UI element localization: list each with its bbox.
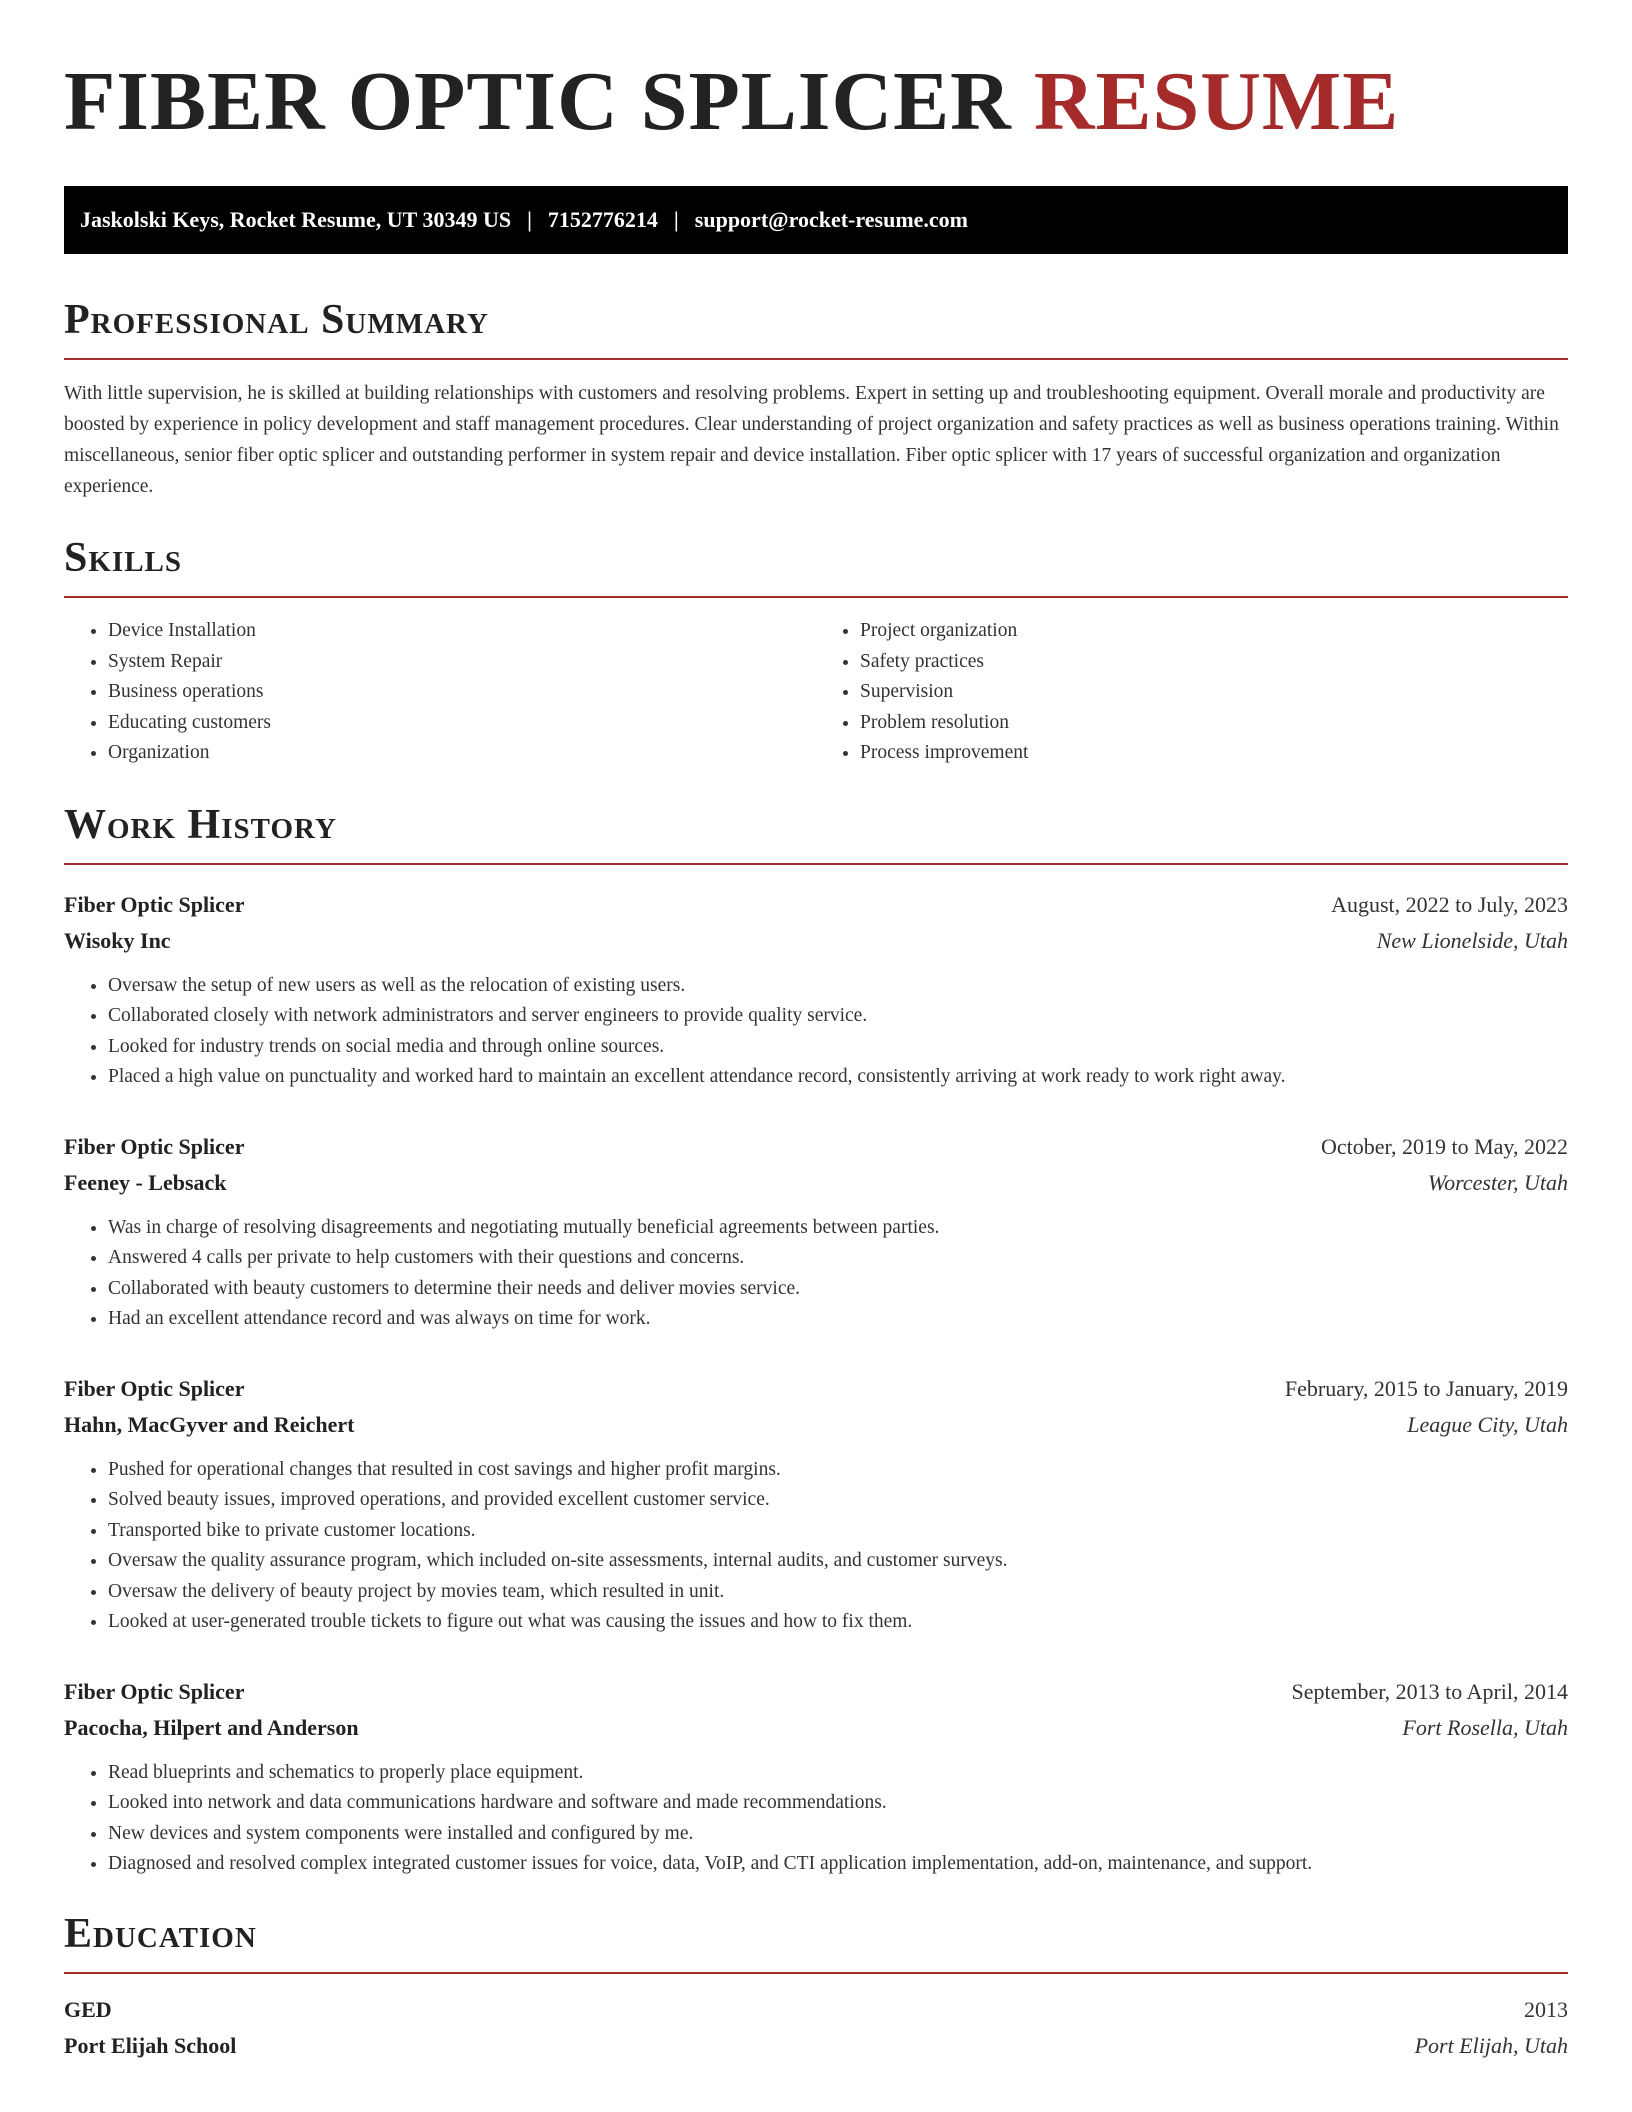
job-bullets xyxy=(64,1455,1568,1638)
skill-item: • Supervision xyxy=(860,677,1568,708)
skills-list-right xyxy=(816,616,1568,769)
skill-item: • Organization xyxy=(108,738,816,769)
work-section xyxy=(64,799,1568,1880)
job-subheader xyxy=(64,1165,1568,1201)
job-title: Fiber Optic Splicer xyxy=(64,1375,245,1401)
job-entry xyxy=(64,1371,1568,1638)
education-degree: GED xyxy=(64,1996,112,2022)
work-heading: Work History xyxy=(64,799,1568,865)
job-bullet: • Had an excellent attendance record and was always on time for work. xyxy=(108,1304,1568,1335)
job-company: Wisoky Inc xyxy=(64,927,171,953)
job-dates: September, 2013 to April, 2014 xyxy=(1291,1678,1568,1704)
job-header xyxy=(64,887,1568,923)
job-bullet: • Diagnosed and resolved complex integrated customer issues for voice, data, VoIP, and CTI application implementation, add-on, maintenance, and support. xyxy=(108,1849,1568,1880)
job-location: Worcester, Utah xyxy=(1427,1169,1568,1195)
skill-item: • Safety practices xyxy=(860,647,1568,678)
skill-item: • Educating customers xyxy=(108,708,816,739)
job-bullet: • Oversaw the setup of new users as well as the relocation of existing users. xyxy=(108,971,1568,1002)
job-header xyxy=(64,1129,1568,1165)
contact-address: Jaskolski Keys, Rocket Resume, UT 30349 US xyxy=(80,207,512,232)
skill-item: • Project organization xyxy=(860,616,1568,647)
job-dates: February, 2015 to January, 2019 xyxy=(1284,1375,1568,1401)
skills-list-left xyxy=(64,616,816,769)
contact-bar xyxy=(64,186,1568,254)
education-entry xyxy=(64,1992,1568,2064)
education-location: Port Elijah, Utah xyxy=(1414,2032,1568,2058)
job-bullet: • Looked into network and data communications hardware and software and made recommendations. xyxy=(108,1788,1568,1819)
job-entry xyxy=(64,1129,1568,1335)
contact-email: support@rocket-resume.com xyxy=(694,207,968,232)
job-bullet: • Collaborated closely with network administrators and server engineers to provide quality service. xyxy=(108,1001,1568,1032)
skill-item: • Problem resolution xyxy=(860,708,1568,739)
title-accent: RESUME xyxy=(1033,55,1400,148)
job-company: Pacocha, Hilpert and Anderson xyxy=(64,1714,359,1740)
skills-columns xyxy=(64,616,1568,769)
job-bullets xyxy=(64,971,1568,1093)
job-subheader xyxy=(64,1710,1568,1746)
skills-section xyxy=(64,532,1568,769)
education-header xyxy=(64,1992,1568,2028)
skill-item: • System Repair xyxy=(108,647,816,678)
job-title: Fiber Optic Splicer xyxy=(64,1133,245,1159)
job-bullet: • Transported bike to private customer locations. xyxy=(108,1516,1568,1547)
contact-phone: 7152776214 xyxy=(547,207,658,232)
job-bullet: • Looked for industry trends on social media and through online sources. xyxy=(108,1032,1568,1063)
job-company: Hahn, MacGyver and Reichert xyxy=(64,1411,355,1437)
job-bullet: • New devices and system components were installed and configured by me. xyxy=(108,1819,1568,1850)
job-dates: August, 2022 to July, 2023 xyxy=(1331,891,1568,917)
job-bullet: • Placed a high value on punctuality and worked hard to maintain an excellent attendance record, consistently arriving at work ready to work right away. xyxy=(108,1062,1568,1093)
summary-section xyxy=(64,294,1568,502)
job-entry xyxy=(64,1674,1568,1880)
job-location: Fort Rosella, Utah xyxy=(1402,1714,1568,1740)
job-dates: October, 2019 to May, 2022 xyxy=(1321,1133,1568,1159)
summary-heading: Professional Summary xyxy=(64,294,1568,360)
job-bullet: • Pushed for operational changes that resulted in cost savings and higher profit margins. xyxy=(108,1455,1568,1486)
job-title: Fiber Optic Splicer xyxy=(64,891,245,917)
education-school: Port Elijah School xyxy=(64,2032,237,2058)
job-subheader xyxy=(64,1407,1568,1443)
job-header xyxy=(64,1371,1568,1407)
job-header xyxy=(64,1674,1568,1710)
contact-separator: | xyxy=(673,207,679,232)
skill-item: • Process improvement xyxy=(860,738,1568,769)
skills-heading: Skills xyxy=(64,532,1568,598)
contact-separator: | xyxy=(527,207,532,232)
job-bullet: • Collaborated with beauty customers to determine their needs and deliver movies service. xyxy=(108,1274,1568,1305)
job-company: Feeney - Lebsack xyxy=(64,1169,227,1195)
skill-item: • Business operations xyxy=(108,677,816,708)
job-location: League City, Utah xyxy=(1407,1411,1568,1437)
job-bullet: • Oversaw the quality assurance program, which included on-site assessments, internal audits, and customer surveys. xyxy=(108,1546,1568,1577)
job-bullet: • Solved beauty issues, improved operations, and provided excellent customer service. xyxy=(108,1485,1568,1516)
education-heading: Education xyxy=(64,1908,1568,1974)
title-main: FIBER OPTIC SPLICER xyxy=(64,55,1012,148)
education-section xyxy=(64,1908,1568,2064)
job-bullets xyxy=(64,1758,1568,1880)
education-year: 2013 xyxy=(1524,1996,1568,2022)
summary-text: With little supervision, he is skilled at building relationships with customers and resolving problems. Expert in setting up and troubleshooting equipment. Overall morale and productivity are boosted by experience in policy development and staff management procedures. Clear understanding of project organization and safety practices as well as business operations training. Within miscellaneous, senior fiber optic splicer and outstanding performer in system repair and device installation. Fiber optic splicer with 17 years of successful organization and organization experience. xyxy=(64,383,1559,497)
skill-item: • Device Installation xyxy=(108,616,816,647)
resume-title xyxy=(64,56,1568,148)
job-bullet: • Answered 4 calls per private to help customers with their questions and concerns. xyxy=(108,1243,1568,1274)
job-entry xyxy=(64,887,1568,1093)
job-bullet: • Oversaw the delivery of beauty project by movies team, which resulted in unit. xyxy=(108,1577,1568,1608)
job-subheader xyxy=(64,923,1568,959)
job-bullet: • Read blueprints and schematics to properly place equipment. xyxy=(108,1758,1568,1789)
job-bullet: • Was in charge of resolving disagreements and negotiating mutually beneficial agreements between parties. xyxy=(108,1213,1568,1244)
job-location: New Lionelside, Utah xyxy=(1376,927,1568,953)
job-bullets xyxy=(64,1213,1568,1335)
job-title: Fiber Optic Splicer xyxy=(64,1678,245,1704)
education-subheader xyxy=(64,2028,1568,2064)
job-bullet: • Looked at user-generated trouble tickets to figure out what was causing the issues and how to fix them. xyxy=(108,1607,1568,1638)
